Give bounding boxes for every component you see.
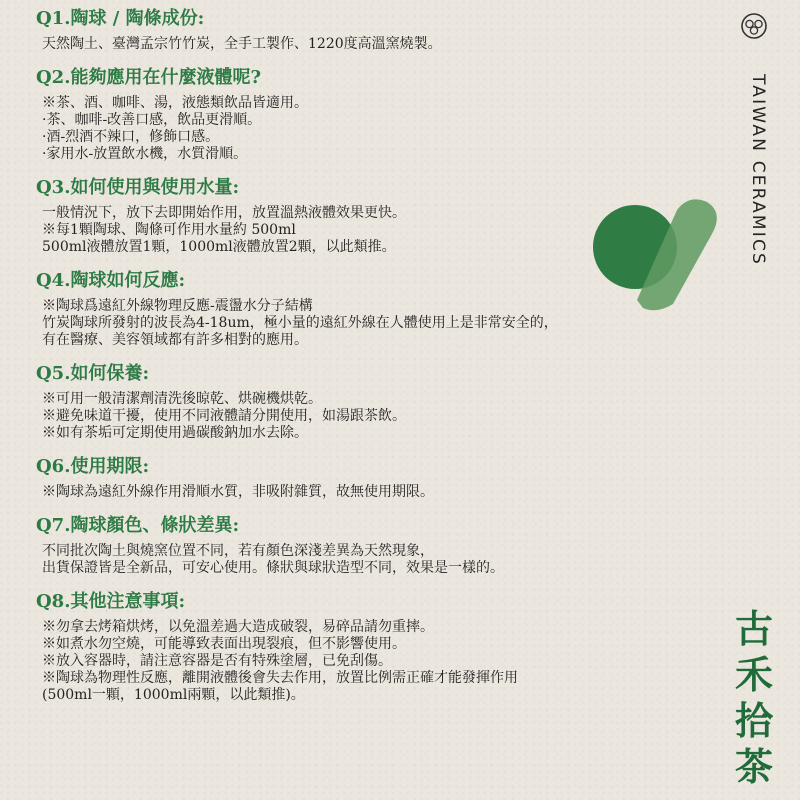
faq-q8 [36, 589, 726, 704]
faq-q1 [36, 6, 726, 53]
faq-q6-title: Q6.使用期限: [36, 456, 150, 477]
faq-q8-answer: ※勿拿去烤箱烘烤，以免溫差過大造成破裂，易碎品請勿重摔。 ※如煮水勿空燒，可能導致表面出現裂痕，但不影響使用。 ※放入容器時，請注意容器是否有特殊塗層，已免刮傷。 ※陶球為物理性反應，離開液體後會失去作用，放置比例需正確才能發揮作用 (500ml一顆，1000ml兩顆，以此類推)。 [42, 619, 518, 703]
faq-q4-title: Q4.陶球如何反應: [36, 270, 186, 291]
faq-q1-answer: 天然陶土、臺灣孟宗竹竹炭，全手工製作、1220度高溫窯燒製。 [42, 36, 442, 52]
faq-q2-answer: ※茶、酒、咖啡、湯，液態類飲品皆適用。 ·茶、咖啡-改善口感，飲品更滑順。 ·酒-烈酒不辣口，修飾口感。 ·家用水-放置飲水機，水質滑順。 [42, 95, 308, 162]
faq-q6-answer: ※陶球為遠紅外線作用滑順水質，非吸附雜質，故無使用期限。 [42, 484, 434, 500]
faq-q5-answer: ※可用一般清潔劑清洗後晾乾、烘碗機烘乾。 ※避免味道干擾，使用不同液體請分開使用，如湯跟茶飲。 ※如有茶垢可定期使用過碳酸鈉加水去除。 [42, 391, 406, 441]
faq-q2-title: Q2.能夠應用在什麼液體呢? [36, 67, 262, 88]
faq-q5 [36, 361, 726, 442]
brand-name-vertical: TAIWAN CERAMICS [748, 74, 768, 267]
faq-q7 [36, 513, 726, 577]
faq-q3-answer: 一般情況下，放下去即開始作用，放置溫熱液體效果更快。 ※每1顆陶球、陶條可作用水量約 500ml 500ml液體放置1顆，1000ml液體放置2顆，以此類推。 [42, 205, 406, 255]
faq-q7-answer: 不同批次陶土與燒窯位置不同，若有顏色深淺差異為天然現象， 出貨保證皆是全新品，可安心使用。條狀與球狀造型不同，效果是一樣的。 [42, 543, 504, 576]
brand-logo-icon [740, 12, 768, 40]
faq-q6 [36, 454, 726, 501]
green-leaf-mark-icon [585, 192, 725, 312]
tea-brand-name: 古禾拾茶 [734, 606, 773, 789]
faq-q8-title: Q8.其他注意事項: [36, 591, 186, 612]
faq-q7-title: Q7.陶球顏色、條狀差異: [36, 515, 240, 536]
faq-q3-title: Q3.如何使用與使用水量: [36, 177, 240, 198]
faq-content [36, 6, 726, 716]
faq-q1-title: Q1.陶球 / 陶條成份: [36, 8, 205, 29]
faq-q2 [36, 65, 726, 163]
faq-q5-title: Q5.如何保養: [36, 363, 150, 384]
faq-q4-answer: ※陶球爲遠紅外線物理反應-震盪水分子結構 竹炭陶球所發射的波長為4-18um，極小量的遠紅外線在人體使用上是非常安全的， 有在醫療、美容領域都有許多相對的應用。 [42, 298, 558, 348]
